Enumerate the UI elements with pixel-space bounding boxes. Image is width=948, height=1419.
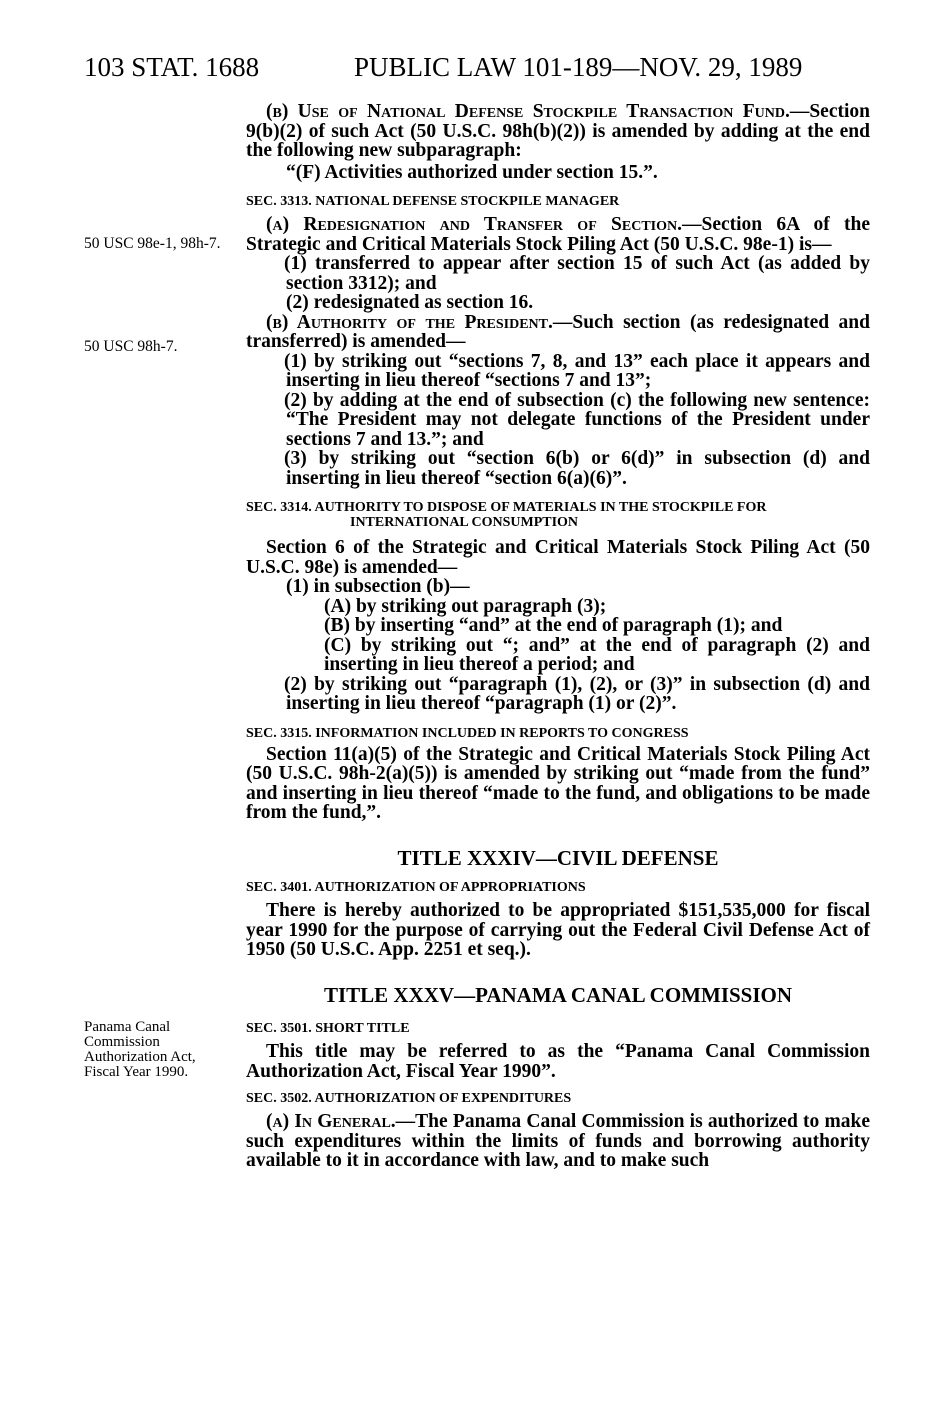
- paragraph: (B) by inserting “and” at the end of paragraph (1); and: [324, 615, 783, 636]
- paragraph: (1) by striking out “sections 7, 8, and 13” each place it appears and inserting in lieu thereof “sections 7 and 13”;: [284, 350, 870, 391]
- document-body: [246, 102, 870, 1171]
- paragraph: (3) by striking out “section 6(b) or 6(d)” in subsection (d) and inserting in lieu thereof “section 6(a)(6)”.: [284, 448, 870, 489]
- paragraph: (C) by striking out “; and” at the end of paragraph (2) and inserting in lieu thereof a period; and: [324, 634, 870, 675]
- paragraph: (A) by striking out paragraph (3);: [324, 595, 607, 617]
- stat-reference: 103 STAT. 1688: [84, 52, 260, 82]
- subsection-heading: (b) Authority of the President.: [266, 311, 553, 333]
- paragraph: (1) in subsection (b)—: [286, 576, 470, 597]
- section-heading: SEC. 3502. AUTHORIZATION OF EXPENDITURES: [246, 1091, 572, 1106]
- paragraph: (a) In General.—The Panama Canal Commission is authorized to make such expenditures within the limits of funds and borrowing authority available to it in accordance with law, and to make such: [246, 1111, 871, 1171]
- paragraph: (b) Use of National Defense Stockpile Transaction Fund.—Section 9(b)(2) of such Act (50 U.S.C. 98h(b)(2)) is amended by adding at the end the following new subparagraph:: [246, 101, 870, 161]
- section-heading: SEC. 3314. AUTHORITY TO DISPOSE OF MATERIALS IN THE STOCKPILE FOR INTERNATIONAL CONSUMPTION: [246, 500, 767, 530]
- paragraph: Section 11(a)(5) of the Strategic and Critical Materials Stock Piling Act (50 U.S.C. 98h-2(a)(5)) is amended by striking out “made from the fund” and inserting in lieu thereof “made to the fund, and obligations to be made from the fund,”.: [246, 743, 870, 823]
- margin-note-citation: 50 USC 98e-1, 98h-7.: [84, 235, 221, 252]
- paragraph: Section 6 of the Strategic and Critical Materials Stock Piling Act (50 U.S.C. 98e) is amended—: [246, 537, 870, 578]
- section-heading: SEC. 3401. AUTHORIZATION OF APPROPRIATIONS: [246, 880, 586, 895]
- paragraph: (a) Redesignation and Transfer of Section.—Section 6A of the Strategic and Critical Materials Stock Piling Act (50 U.S.C. 98e-1) is—: [246, 214, 870, 255]
- paragraph: This title may be referred to as the “Panama Canal Commission Authorization Act, Fiscal Year 1990”.: [246, 1041, 870, 1082]
- margin-note-short-title: Panama Canal Commission Authorization Act, Fiscal Year 1990.: [84, 1019, 196, 1080]
- margin-note-citation: 50 USC 98h-7.: [84, 338, 178, 355]
- paragraph: “(F) Activities authorized under section 15.”.: [286, 161, 658, 183]
- paragraph: (2) by adding at the end of subsection (c) the following new sentence: “The President may not delegate functions of the President under sections 7 and 13.”; and: [284, 389, 870, 450]
- paragraph: (b) Authority of the President.—Such section (as redesignated and transferred) is amended—: [246, 311, 870, 352]
- section-heading: SEC. 3315. INFORMATION INCLUDED IN REPORTS TO CONGRESS: [246, 725, 689, 741]
- paragraph: (2) by striking out “paragraph (1), (2), or (3)” in subsection (d) and inserting in lieu thereof “paragraph (1) or (2)”.: [284, 673, 870, 714]
- section-heading: SEC. 3501. SHORT TITLE: [246, 1021, 410, 1036]
- paragraph: There is hereby authorized to be appropriated $151,535,000 for fiscal year 1990 for the purpose of carrying out the Federal Civil Defense Act of 1950 (50 U.S.C. App. 2251 et seq.).: [246, 900, 870, 960]
- subsection-heading: (b) Use of National Defense Stockpile Transaction Fund.: [266, 101, 790, 122]
- subsection-heading: (a) Redesignation and Transfer of Section.: [266, 214, 682, 235]
- title-heading: TITLE XXXIV—CIVIL DEFENSE: [397, 845, 719, 870]
- page-header: [84, 52, 888, 88]
- subsection-heading: (a) In General.: [266, 1111, 396, 1132]
- section-heading: SEC. 3313. NATIONAL DEFENSE STOCKPILE MANAGER: [246, 194, 620, 209]
- public-law-reference: PUBLIC LAW 101-189—NOV. 29, 1989: [354, 52, 803, 82]
- title-heading: TITLE XXXV—PANAMA CANAL COMMISSION: [323, 982, 793, 1007]
- paragraph: (2) redesignated as section 16.: [286, 292, 534, 313]
- paragraph: (1) transferred to appear after section 15 of such Act (as added by section 3312); and: [284, 253, 870, 294]
